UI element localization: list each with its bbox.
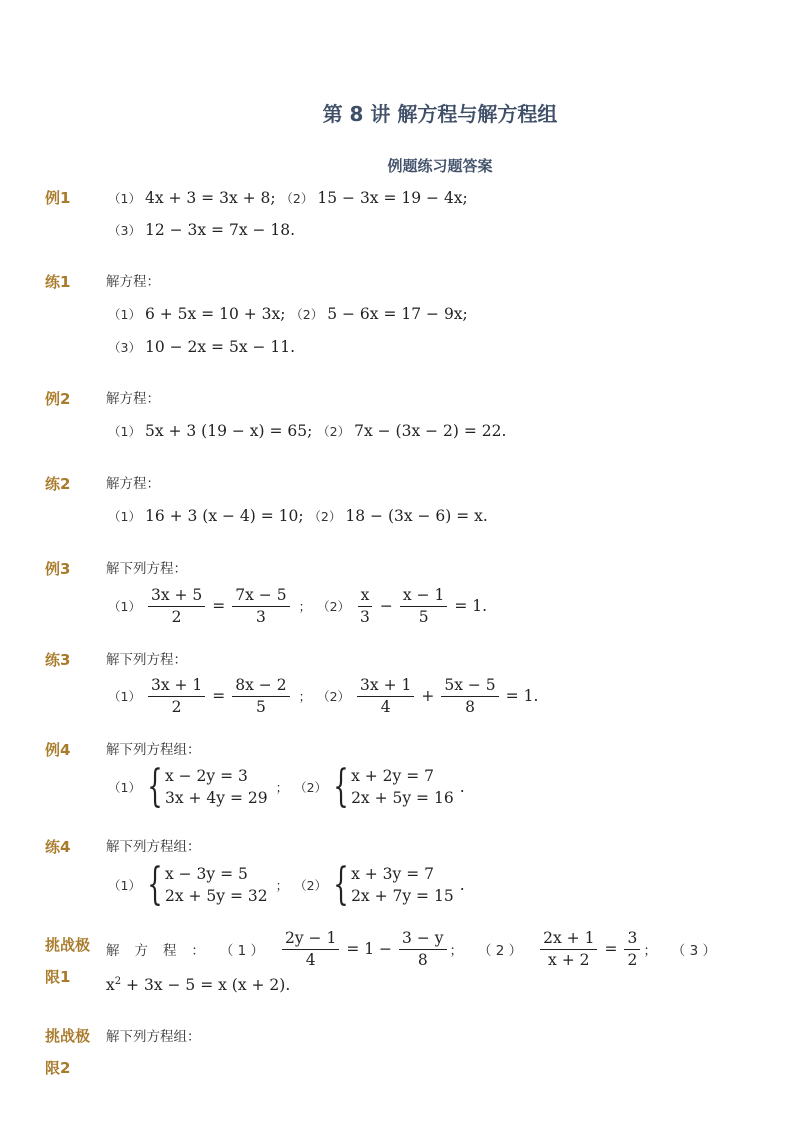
left-brace: {	[333, 761, 349, 812]
problem-number: （2）	[280, 191, 314, 206]
equation-system: { x − 2y = 3 3x + 4y = 29	[147, 761, 268, 812]
challenge-2-label-line-1: 挑战极	[45, 1027, 91, 1045]
equation: 5 − 6x = 17 − 9x;	[327, 305, 468, 323]
problem-number: （ 3 ）	[671, 943, 716, 959]
problem-number: （1）	[108, 780, 141, 795]
practice-1-label: 练1	[45, 273, 71, 291]
fraction: $\frac{7x - 5}{3}$	[232, 586, 289, 627]
equation: 6 + 5x = 10 + 3x;	[144, 305, 286, 323]
problem-number: （1）	[108, 191, 141, 206]
challenge-1-line-2	[106, 971, 290, 996]
practice-2-instruction: 解方程：	[106, 476, 160, 492]
practice-1-instruction: 解方程：	[106, 274, 160, 290]
section-subtitle: 例题练习题答案	[387, 157, 493, 175]
problem-number: （2）	[317, 689, 351, 704]
equation-system: { x + 2y = 7 2x + 5y = 16	[333, 761, 454, 812]
page-title: 第 8 讲 解方程与解方程组	[322, 102, 558, 126]
challenge-2-label-line-2: 限2	[45, 1059, 71, 1077]
equation: 7x − (3x − 2) = 22.	[354, 422, 507, 440]
fraction: $\frac{2x + 1}{x + 2}$	[540, 929, 597, 970]
example-1-label: 例1	[45, 189, 71, 207]
operator: −	[379, 597, 393, 615]
period: .	[459, 778, 465, 796]
left-brace: {	[147, 859, 163, 910]
problem-number: （2）	[294, 780, 328, 795]
problem-number: （2）	[317, 424, 351, 439]
problem-number: （3）	[108, 223, 141, 238]
example-3-line-1	[108, 582, 491, 630]
example-2-label: 例2	[45, 390, 71, 408]
practice-3-label: 练3	[45, 651, 71, 669]
example-2-line-1	[108, 420, 506, 443]
equation: 4x + 3 = 3x + 8;	[144, 189, 276, 207]
example-3-label: 例3	[45, 560, 71, 578]
separator: ；	[298, 599, 312, 614]
equation: 12 − 3x = 7x − 18.	[144, 221, 296, 239]
left-brace: {	[333, 859, 349, 910]
operator: +	[421, 687, 435, 705]
fraction: $\frac{3 - y}{8}$	[399, 929, 446, 970]
operator: =	[212, 687, 226, 705]
instruction-char: 方	[134, 943, 148, 959]
separator: ；	[298, 689, 312, 704]
operator: =	[212, 597, 226, 615]
fraction: $\frac{2y - 1}{4}$	[282, 929, 339, 970]
fraction: $\frac{3x + 1}{2}$	[148, 676, 205, 717]
practice-2-line-1	[108, 505, 488, 528]
example-4-line-1	[108, 763, 469, 811]
colon: ：	[191, 943, 205, 959]
fraction: $\frac{x - 1}{5}$	[400, 586, 447, 627]
challenge-1-label-line-1: 挑战极	[45, 936, 91, 954]
separator: ；	[275, 780, 289, 795]
problem-number: （1）	[108, 307, 141, 322]
problem-number: （2）	[317, 599, 351, 614]
left-brace: {	[147, 761, 163, 812]
example-3-instruction: 解下列方程：	[106, 561, 187, 577]
fraction: $\frac{3}{2}$	[624, 929, 640, 970]
challenge-1-label-line-2: 限1	[45, 968, 71, 986]
instruction-char: 解	[106, 943, 120, 959]
separator: ；	[275, 878, 289, 893]
equation-system: { x + 3y = 7 2x + 7y = 15	[333, 859, 454, 910]
equation: 5x + 3 (19 − x) = 65;	[144, 422, 313, 440]
fraction: $\frac{3x + 5}{2}$	[148, 586, 205, 627]
instruction-char: 程	[162, 943, 177, 959]
challenge-2-instruction: 解下列方程组：	[106, 1029, 201, 1045]
equation: 18 − (3x − 6) = x.	[345, 507, 488, 525]
equation: $\frac{2y - 1}{4}$ = 1 − $\frac{3 - y}{8}$ ；	[279, 929, 463, 970]
practice-1-line-1	[108, 303, 468, 326]
practice-4-label: 练4	[45, 838, 71, 856]
practice-4-instruction: 解下列方程组：	[106, 839, 201, 855]
problem-number: （2）	[290, 307, 324, 322]
problem-number: （1）	[108, 878, 141, 893]
period: .	[459, 876, 465, 894]
equation: 15 − 3x = 19 − 4x;	[317, 189, 468, 207]
fraction: $\frac{x}{3}$	[357, 586, 373, 627]
problem-number: （ 1 ）	[219, 943, 265, 959]
practice-3-line-1	[108, 672, 542, 720]
problem-number: （1）	[108, 509, 141, 524]
fraction: $\frac{3x + 1}{4}$	[357, 676, 414, 717]
equation: 10 − 2x = 5x − 11.	[144, 338, 296, 356]
problem-number: （1）	[108, 599, 141, 614]
problem-number: （2）	[294, 878, 328, 893]
equation: $x^2 + 3x - 5 = x$ (x + 2).	[106, 976, 291, 995]
fraction: $\frac{5x - 5}{8}$	[441, 676, 498, 717]
example-1-line-1	[108, 187, 468, 210]
problem-number: （ 2 ）	[477, 943, 523, 959]
fraction: $\frac{8x - 2}{5}$	[232, 676, 289, 717]
practice-4-line-1	[108, 861, 469, 909]
example-1-line-2	[108, 219, 295, 242]
problem-number: （1）	[108, 424, 141, 439]
right-hand-side: = 1.	[505, 687, 539, 705]
problem-number: （3）	[108, 340, 141, 355]
example-2-instruction: 解方程：	[106, 391, 160, 407]
equation: 16 + 3 (x − 4) = 10;	[144, 507, 304, 525]
problem-number: （1）	[108, 689, 141, 704]
right-hand-side: = 1.	[454, 597, 488, 615]
practice-1-line-2	[108, 336, 295, 359]
example-4-instruction: 解下列方程组：	[106, 742, 201, 758]
practice-3-instruction: 解下列方程：	[106, 652, 187, 668]
challenge-1-line-1	[106, 926, 716, 972]
problem-number: （2）	[308, 509, 342, 524]
practice-2-label: 练2	[45, 475, 71, 493]
example-4-label: 例4	[45, 741, 71, 759]
equation-system: { x − 3y = 5 2x + 5y = 32	[147, 859, 268, 910]
equation: $\frac{2x + 1}{x + 2}$ = $\frac{3}{2}$ ；	[537, 929, 657, 970]
